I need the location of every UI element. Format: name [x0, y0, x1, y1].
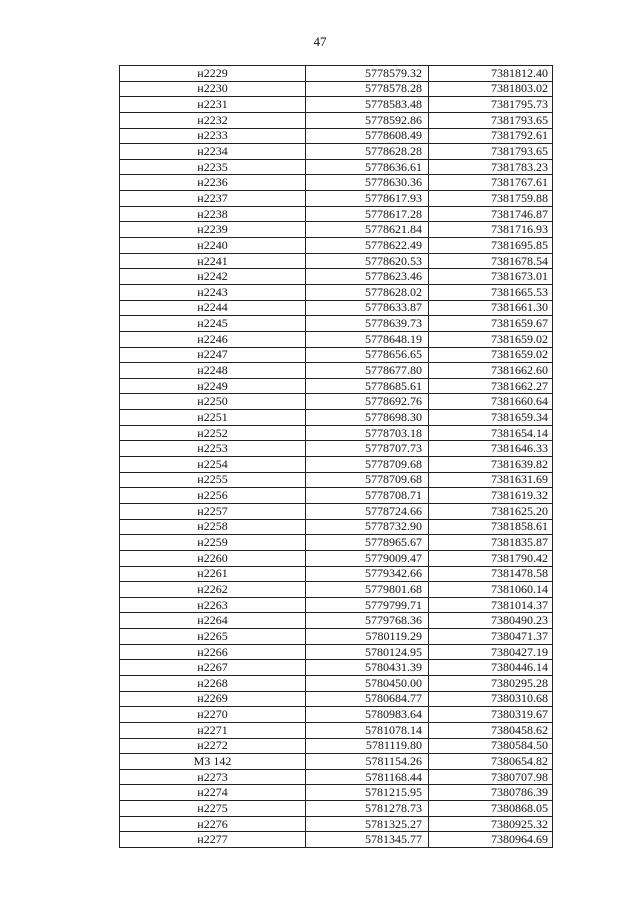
- point-name-cell: н2277: [120, 832, 306, 848]
- x-coordinate-cell: 5778708.71: [306, 488, 429, 504]
- table-row: [120, 441, 553, 457]
- x-coordinate-cell: 5779799.71: [306, 597, 429, 613]
- y-coordinate-cell: 7381767.61: [429, 175, 553, 191]
- point-name-cell: н2239: [120, 222, 306, 238]
- point-name-cell: н2244: [120, 300, 306, 316]
- point-name-cell: н2276: [120, 816, 306, 832]
- point-name-cell: н2271: [120, 722, 306, 738]
- x-coordinate-cell: 5778578.28: [306, 81, 429, 97]
- x-coordinate-cell: 5778648.19: [306, 331, 429, 347]
- table-row: [120, 550, 553, 566]
- y-coordinate-cell: 7381665.53: [429, 284, 553, 300]
- y-coordinate-cell: 7380964.69: [429, 832, 553, 848]
- table-row: [120, 300, 553, 316]
- table-row: [120, 316, 553, 332]
- table-row: [120, 629, 553, 645]
- y-coordinate-cell: 7381625.20: [429, 503, 553, 519]
- y-coordinate-cell: 7381662.60: [429, 363, 553, 379]
- point-name-cell: н2265: [120, 629, 306, 645]
- y-coordinate-cell: 7381673.01: [429, 269, 553, 285]
- x-coordinate-cell: 5780684.77: [306, 691, 429, 707]
- point-name-cell: н2243: [120, 284, 306, 300]
- y-coordinate-cell: 7380707.98: [429, 769, 553, 785]
- table-row: [120, 191, 553, 207]
- table-row: [120, 769, 553, 785]
- x-coordinate-cell: 5779342.66: [306, 566, 429, 582]
- table-row: [120, 410, 553, 426]
- y-coordinate-cell: 7381659.02: [429, 331, 553, 347]
- point-name-cell: н2232: [120, 112, 306, 128]
- y-coordinate-cell: 7381660.64: [429, 394, 553, 410]
- point-name-cell: н2248: [120, 363, 306, 379]
- point-name-cell: н2237: [120, 191, 306, 207]
- y-coordinate-cell: 7381478.58: [429, 566, 553, 582]
- y-coordinate-cell: 7381619.32: [429, 488, 553, 504]
- x-coordinate-cell: 5781168.44: [306, 769, 429, 785]
- point-name-cell: н2245: [120, 316, 306, 332]
- y-coordinate-cell: 7381716.93: [429, 222, 553, 238]
- table-row: [120, 754, 553, 770]
- point-name-cell: н2246: [120, 331, 306, 347]
- table-row: [120, 378, 553, 394]
- x-coordinate-cell: 5780431.39: [306, 660, 429, 676]
- point-name-cell: н2251: [120, 410, 306, 426]
- point-name-cell: н2231: [120, 97, 306, 113]
- point-name-cell: н2234: [120, 144, 306, 160]
- x-coordinate-cell: 5781345.77: [306, 832, 429, 848]
- y-coordinate-cell: 7381746.87: [429, 206, 553, 222]
- table-row: [120, 394, 553, 410]
- y-coordinate-cell: 7380295.28: [429, 675, 553, 691]
- x-coordinate-cell: 5778628.02: [306, 284, 429, 300]
- x-coordinate-cell: 5778617.28: [306, 206, 429, 222]
- x-coordinate-cell: 5778703.18: [306, 425, 429, 441]
- table-row: [120, 566, 553, 582]
- y-coordinate-cell: 7381662.27: [429, 378, 553, 394]
- x-coordinate-cell: 5781078.14: [306, 722, 429, 738]
- x-coordinate-cell: 5778965.67: [306, 535, 429, 551]
- y-coordinate-cell: 7380310.68: [429, 691, 553, 707]
- x-coordinate-cell: 5779009.47: [306, 550, 429, 566]
- table-row: [120, 707, 553, 723]
- point-name-cell: н2266: [120, 644, 306, 660]
- x-coordinate-cell: 5778724.66: [306, 503, 429, 519]
- x-coordinate-cell: 5778628.28: [306, 144, 429, 160]
- point-name-cell: н2260: [120, 550, 306, 566]
- y-coordinate-cell: 7381790.42: [429, 550, 553, 566]
- y-coordinate-cell: 7381646.33: [429, 441, 553, 457]
- table-row: [120, 238, 553, 254]
- y-coordinate-cell: 7381803.02: [429, 81, 553, 97]
- point-name-cell: н2253: [120, 441, 306, 457]
- table-row: [120, 691, 553, 707]
- y-coordinate-cell: 7381793.65: [429, 112, 553, 128]
- point-name-cell: н2272: [120, 738, 306, 754]
- point-name-cell: н2261: [120, 566, 306, 582]
- x-coordinate-cell: 5781325.27: [306, 816, 429, 832]
- x-coordinate-cell: 5778709.68: [306, 457, 429, 473]
- table-row: [120, 222, 553, 238]
- table-row: [120, 801, 553, 817]
- y-coordinate-cell: 7381659.67: [429, 316, 553, 332]
- table-row: [120, 488, 553, 504]
- table-row: [120, 159, 553, 175]
- table-row: [120, 284, 553, 300]
- table-row: [120, 519, 553, 535]
- x-coordinate-cell: 5778620.53: [306, 253, 429, 269]
- table-row: [120, 457, 553, 473]
- point-name-cell: н2264: [120, 613, 306, 629]
- table-row: [120, 816, 553, 832]
- point-name-cell: н2267: [120, 660, 306, 676]
- x-coordinate-cell: 5781119.80: [306, 738, 429, 754]
- x-coordinate-cell: 5778583.48: [306, 97, 429, 113]
- x-coordinate-cell: 5778692.76: [306, 394, 429, 410]
- y-coordinate-cell: 7381695.85: [429, 238, 553, 254]
- x-coordinate-cell: 5778630.36: [306, 175, 429, 191]
- y-coordinate-cell: 7381835.87: [429, 535, 553, 551]
- x-coordinate-cell: 5778709.68: [306, 472, 429, 488]
- table-row: [120, 363, 553, 379]
- table-row: [120, 144, 553, 160]
- point-name-cell: н2247: [120, 347, 306, 363]
- coordinates-table-body: [120, 66, 553, 848]
- y-coordinate-cell: 7380446.14: [429, 660, 553, 676]
- point-name-cell: н2230: [120, 81, 306, 97]
- y-coordinate-cell: 7380868.05: [429, 801, 553, 817]
- table-row: [120, 472, 553, 488]
- y-coordinate-cell: 7381661.30: [429, 300, 553, 316]
- y-coordinate-cell: 7381659.34: [429, 410, 553, 426]
- x-coordinate-cell: 5778621.84: [306, 222, 429, 238]
- x-coordinate-cell: 5780124.95: [306, 644, 429, 660]
- table-row: [120, 97, 553, 113]
- point-name-cell: н2273: [120, 769, 306, 785]
- table-row: [120, 738, 553, 754]
- point-name-cell: МЗ 142: [120, 754, 306, 770]
- y-coordinate-cell: 7381858.61: [429, 519, 553, 535]
- y-coordinate-cell: 7381783.23: [429, 159, 553, 175]
- x-coordinate-cell: 5778622.49: [306, 238, 429, 254]
- table-row: [120, 206, 553, 222]
- point-name-cell: н2257: [120, 503, 306, 519]
- x-coordinate-cell: 5778639.73: [306, 316, 429, 332]
- x-coordinate-cell: 5778592.86: [306, 112, 429, 128]
- x-coordinate-cell: 5780450.00: [306, 675, 429, 691]
- x-coordinate-cell: 5778617.93: [306, 191, 429, 207]
- x-coordinate-cell: 5778707.73: [306, 441, 429, 457]
- y-coordinate-cell: 7381639.82: [429, 457, 553, 473]
- table-row: [120, 66, 553, 82]
- point-name-cell: н2252: [120, 425, 306, 441]
- table-row: [120, 722, 553, 738]
- x-coordinate-cell: 5778636.61: [306, 159, 429, 175]
- x-coordinate-cell: 5778656.65: [306, 347, 429, 363]
- y-coordinate-cell: 7381060.14: [429, 582, 553, 598]
- point-name-cell: н2275: [120, 801, 306, 817]
- table-row: [120, 253, 553, 269]
- table-row: [120, 613, 553, 629]
- x-coordinate-cell: 5778633.87: [306, 300, 429, 316]
- table-row: [120, 785, 553, 801]
- x-coordinate-cell: 5778608.49: [306, 128, 429, 144]
- y-coordinate-cell: 7381812.40: [429, 66, 553, 82]
- point-name-cell: н2240: [120, 238, 306, 254]
- y-coordinate-cell: 7381654.14: [429, 425, 553, 441]
- x-coordinate-cell: 5778732.90: [306, 519, 429, 535]
- y-coordinate-cell: 7381014.37: [429, 597, 553, 613]
- x-coordinate-cell: 5780119.29: [306, 629, 429, 645]
- y-coordinate-cell: 7380471.37: [429, 629, 553, 645]
- y-coordinate-cell: 7380458.62: [429, 722, 553, 738]
- y-coordinate-cell: 7381793.65: [429, 144, 553, 160]
- point-name-cell: н2274: [120, 785, 306, 801]
- point-name-cell: н2269: [120, 691, 306, 707]
- y-coordinate-cell: 7381792.61: [429, 128, 553, 144]
- point-name-cell: н2238: [120, 206, 306, 222]
- table-row: [120, 347, 553, 363]
- point-name-cell: н2262: [120, 582, 306, 598]
- y-coordinate-cell: 7381795.73: [429, 97, 553, 113]
- point-name-cell: н2241: [120, 253, 306, 269]
- table-row: [120, 582, 553, 598]
- x-coordinate-cell: 5780983.64: [306, 707, 429, 723]
- table-row: [120, 644, 553, 660]
- point-name-cell: н2235: [120, 159, 306, 175]
- table-row: [120, 832, 553, 848]
- coordinates-table: [119, 65, 553, 848]
- point-name-cell: н2249: [120, 378, 306, 394]
- table-row: [120, 128, 553, 144]
- table-row: [120, 81, 553, 97]
- point-name-cell: н2233: [120, 128, 306, 144]
- y-coordinate-cell: 7381631.69: [429, 472, 553, 488]
- table-row: [120, 535, 553, 551]
- y-coordinate-cell: 7380427.19: [429, 644, 553, 660]
- x-coordinate-cell: 5778623.46: [306, 269, 429, 285]
- y-coordinate-cell: 7380584.50: [429, 738, 553, 754]
- table-row: [120, 503, 553, 519]
- table-row: [120, 269, 553, 285]
- table-row: [120, 597, 553, 613]
- y-coordinate-cell: 7381659.02: [429, 347, 553, 363]
- table-row: [120, 675, 553, 691]
- point-name-cell: н2254: [120, 457, 306, 473]
- point-name-cell: н2236: [120, 175, 306, 191]
- x-coordinate-cell: 5778677.80: [306, 363, 429, 379]
- point-name-cell: н2229: [120, 66, 306, 82]
- x-coordinate-cell: 5781278.73: [306, 801, 429, 817]
- point-name-cell: н2258: [120, 519, 306, 535]
- y-coordinate-cell: 7380319.67: [429, 707, 553, 723]
- y-coordinate-cell: 7381678.54: [429, 253, 553, 269]
- point-name-cell: н2270: [120, 707, 306, 723]
- y-coordinate-cell: 7381759.88: [429, 191, 553, 207]
- x-coordinate-cell: 5778685.61: [306, 378, 429, 394]
- page-number: 47: [313, 34, 327, 49]
- x-coordinate-cell: 5779801.68: [306, 582, 429, 598]
- y-coordinate-cell: 7380786.39: [429, 785, 553, 801]
- table-row: [120, 660, 553, 676]
- point-name-cell: н2263: [120, 597, 306, 613]
- x-coordinate-cell: 5781215.95: [306, 785, 429, 801]
- y-coordinate-cell: 7380490.23: [429, 613, 553, 629]
- point-name-cell: н2256: [120, 488, 306, 504]
- x-coordinate-cell: 5778579.32: [306, 66, 429, 82]
- table-row: [120, 331, 553, 347]
- table-row: [120, 175, 553, 191]
- point-name-cell: н2255: [120, 472, 306, 488]
- x-coordinate-cell: 5778698.30: [306, 410, 429, 426]
- y-coordinate-cell: 7380654.82: [429, 754, 553, 770]
- point-name-cell: н2242: [120, 269, 306, 285]
- point-name-cell: н2268: [120, 675, 306, 691]
- x-coordinate-cell: 5779768.36: [306, 613, 429, 629]
- point-name-cell: н2250: [120, 394, 306, 410]
- point-name-cell: н2259: [120, 535, 306, 551]
- table-row: [120, 425, 553, 441]
- x-coordinate-cell: 5781154.26: [306, 754, 429, 770]
- y-coordinate-cell: 7380925.32: [429, 816, 553, 832]
- table-row: [120, 112, 553, 128]
